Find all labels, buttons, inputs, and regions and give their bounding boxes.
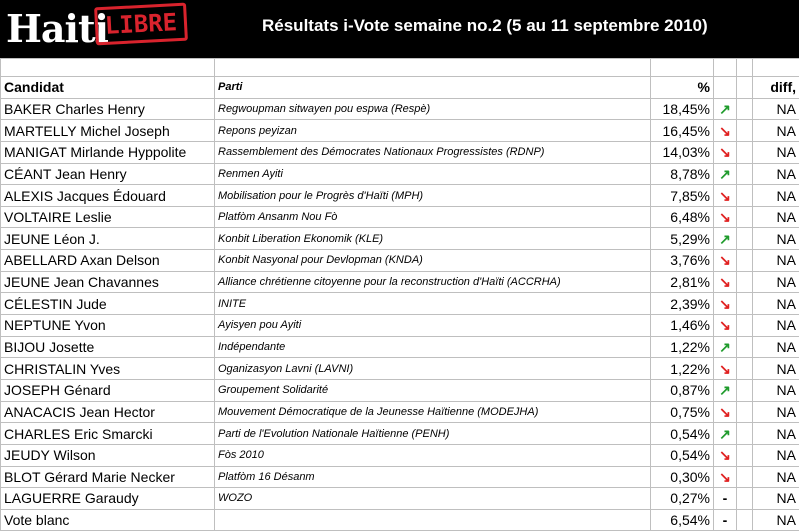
table-row [1,98,799,120]
candidate-name: CÉLESTIN Jude [1,293,215,315]
percentage-value: 18,45% [651,98,714,120]
results-table [0,58,799,531]
candidate-name: CHRISTALIN Yves [1,358,215,380]
candidate-name: CHARLES Eric Smarcki [1,423,215,445]
candidate-name: BAKER Charles Henry [1,98,215,120]
party-name: Groupement Solidarité [215,379,651,401]
percentage-value: 1,22% [651,358,714,380]
candidate-name: Vote blanc [1,509,215,531]
arrow-down-right-icon: ↘ [719,468,731,485]
percentage-value: 0,27% [651,488,714,510]
percentage-value: 2,81% [651,271,714,293]
trend-icon [714,98,737,120]
arrow-down-right-icon: ↘ [719,403,731,420]
trend-icon [714,228,737,250]
diff-value: NA [753,401,799,423]
logo-haiti: Haiti [6,6,108,51]
table-row [1,293,799,315]
diff-value: NA [753,336,799,358]
trend-icon [714,250,737,272]
gap-cell [737,141,753,163]
party-name [215,509,651,531]
candidate-name: BIJOU Josette [1,336,215,358]
header-parti: Parti [215,77,651,99]
table-row [1,206,799,228]
spacer-row [1,59,799,77]
table-row [1,358,799,380]
header-diff: diff, [753,77,799,99]
gap-cell [737,423,753,445]
candidate-name: VOLTAIRE Leslie [1,206,215,228]
percentage-value: 2,39% [651,293,714,315]
percentage-value: 6,48% [651,206,714,228]
gap-cell [737,379,753,401]
diff-value: NA [753,315,799,337]
party-name: Konbit Liberation Ekonomik (KLE) [215,228,651,250]
trend-icon [714,444,737,466]
party-name: Oganizasyon Lavni (LAVNI) [215,358,651,380]
arrow-down-right-icon: ↘ [719,295,731,312]
percentage-value: 16,45% [651,120,714,142]
arrow-up-right-icon: ↗ [719,100,731,117]
diff-value: NA [753,98,799,120]
arrow-up-right-icon: ↗ [719,425,731,442]
gap-cell [737,228,753,250]
party-name: Regwoupman sitwayen pou espwa (Respè) [215,98,651,120]
header-candidat: Candidat [1,77,215,99]
table-row [1,401,799,423]
trend-icon [714,401,737,423]
trend-icon [714,488,737,510]
gap-cell [737,250,753,272]
percentage-value: 0,30% [651,466,714,488]
table-row [1,444,799,466]
diff-value: NA [753,163,799,185]
header-pct: % [651,77,714,99]
gap-cell [737,185,753,207]
party-name: Rassemblement des Démocrates Nationaux Progressistes (RDNP) [215,141,651,163]
header-bar [0,0,799,58]
trend-icon [714,293,737,315]
gap-cell [737,336,753,358]
diff-value: NA [753,466,799,488]
percentage-value: 6,54% [651,509,714,531]
party-name: Renmen Ayiti [215,163,651,185]
gap-cell [737,271,753,293]
diff-value: NA [753,488,799,510]
table-row [1,250,799,272]
party-name: Fòs 2010 [215,444,651,466]
trend-icon [714,358,737,380]
table-row [1,185,799,207]
diff-value: NA [753,444,799,466]
trend-icon [714,271,737,293]
table-row [1,315,799,337]
table-row [1,228,799,250]
trend-icon [714,336,737,358]
party-name: Platfòm 16 Désanm [215,466,651,488]
trend-icon [714,120,737,142]
diff-value: NA [753,509,799,531]
candidate-name: LAGUERRE Garaudy [1,488,215,510]
trend-icon [714,315,737,337]
gap-cell [737,509,753,531]
gap-cell [737,444,753,466]
table-row [1,271,799,293]
gap-cell [737,98,753,120]
party-name: Repons peyizan [215,120,651,142]
table-header-row [1,77,799,99]
percentage-value: 3,76% [651,250,714,272]
trend-icon [714,423,737,445]
arrow-down-right-icon: ↘ [719,252,731,269]
gap-cell [737,163,753,185]
party-name: Konbit Nasyonal pour Devlopman (KNDA) [215,250,651,272]
candidate-name: MANIGAT Mirlande Hyppolite [1,141,215,163]
gap-cell [737,466,753,488]
percentage-value: 0,87% [651,379,714,401]
candidate-name: JEUDY Wilson [1,444,215,466]
diff-value: NA [753,358,799,380]
logo-libre-stamp: LIBRE [94,3,188,46]
arrow-down-right-icon: ↘ [719,187,731,204]
table-row [1,141,799,163]
arrow-down-right-icon: ↘ [719,209,731,226]
trend-icon [714,185,737,207]
party-name: Alliance chrétienne citoyenne pour la reconstruction d'Haïti (ACCRHA) [215,271,651,293]
gap-cell [737,401,753,423]
table-row [1,509,799,531]
diff-value: NA [753,120,799,142]
arrow-up-right-icon: ↗ [719,165,731,182]
diff-value: NA [753,293,799,315]
candidate-name: JOSEPH Génard [1,379,215,401]
candidate-name: ANACACIS Jean Hector [1,401,215,423]
party-name: Ayisyen pou Ayiti [215,315,651,337]
table-row [1,379,799,401]
percentage-value: 0,75% [651,401,714,423]
trend-icon [714,206,737,228]
candidate-name: BLOT Gérard Marie Necker [1,466,215,488]
gap-cell [737,315,753,337]
gap-cell [737,293,753,315]
party-name: Indépendante [215,336,651,358]
table-row [1,423,799,445]
diff-value: NA [753,271,799,293]
percentage-value: 8,78% [651,163,714,185]
gap-cell [737,488,753,510]
arrow-down-right-icon: ↘ [719,447,731,464]
table-row [1,488,799,510]
arrow-up-right-icon: ↗ [719,230,731,247]
party-name: Parti de l'Evolution Nationale Haïtienne (PENH) [215,423,651,445]
trend-icon [714,163,737,185]
table-row [1,120,799,142]
diff-value: NA [753,228,799,250]
dash-icon: - [722,490,728,507]
percentage-value: 0,54% [651,444,714,466]
arrow-down-right-icon: ↘ [719,360,731,377]
arrow-down-right-icon: ↘ [719,122,731,139]
diff-value: NA [753,250,799,272]
candidate-name: MARTELLY Michel Joseph [1,120,215,142]
diff-value: NA [753,423,799,445]
diff-value: NA [753,379,799,401]
table-row [1,466,799,488]
table-row [1,336,799,358]
dash-icon: - [722,512,728,529]
header-trend [714,77,737,99]
candidate-name: NEPTUNE Yvon [1,315,215,337]
candidate-name: CÉANT Jean Henry [1,163,215,185]
party-name: Mouvement Démocratique de la Jeunesse Haïtienne (MODEJHA) [215,401,651,423]
arrow-down-right-icon: ↘ [719,317,731,334]
trend-icon [714,141,737,163]
header-gap [737,77,753,99]
party-name: Platfòm Ansanm Nou Fò [215,206,651,228]
gap-cell [737,120,753,142]
percentage-value: 14,03% [651,141,714,163]
trend-icon [714,379,737,401]
table-row [1,163,799,185]
arrow-down-right-icon: ↘ [719,144,731,161]
candidate-name: JEUNE Léon J. [1,228,215,250]
party-name: WOZO [215,488,651,510]
trend-icon [714,509,737,531]
percentage-value: 1,46% [651,315,714,337]
party-name: Mobilisation pour le Progrès d'Haïti (MPH) [215,185,651,207]
gap-cell [737,206,753,228]
percentage-value: 1,22% [651,336,714,358]
diff-value: NA [753,141,799,163]
percentage-value: 0,54% [651,423,714,445]
percentage-value: 7,85% [651,185,714,207]
candidate-name: ABELLARD Axan Delson [1,250,215,272]
gap-cell [737,358,753,380]
trend-icon [714,466,737,488]
candidate-name: ALEXIS Jacques Édouard [1,185,215,207]
party-name: INITE [215,293,651,315]
arrow-down-right-icon: ↘ [719,274,731,291]
diff-value: NA [753,206,799,228]
diff-value: NA [753,185,799,207]
page-title: Résultats i-Vote semaine no.2 (5 au 11 septembre 2010) [262,16,708,35]
arrow-up-right-icon: ↗ [719,382,731,399]
candidate-name: JEUNE Jean Chavannes [1,271,215,293]
percentage-value: 5,29% [651,228,714,250]
arrow-up-right-icon: ↗ [719,339,731,355]
